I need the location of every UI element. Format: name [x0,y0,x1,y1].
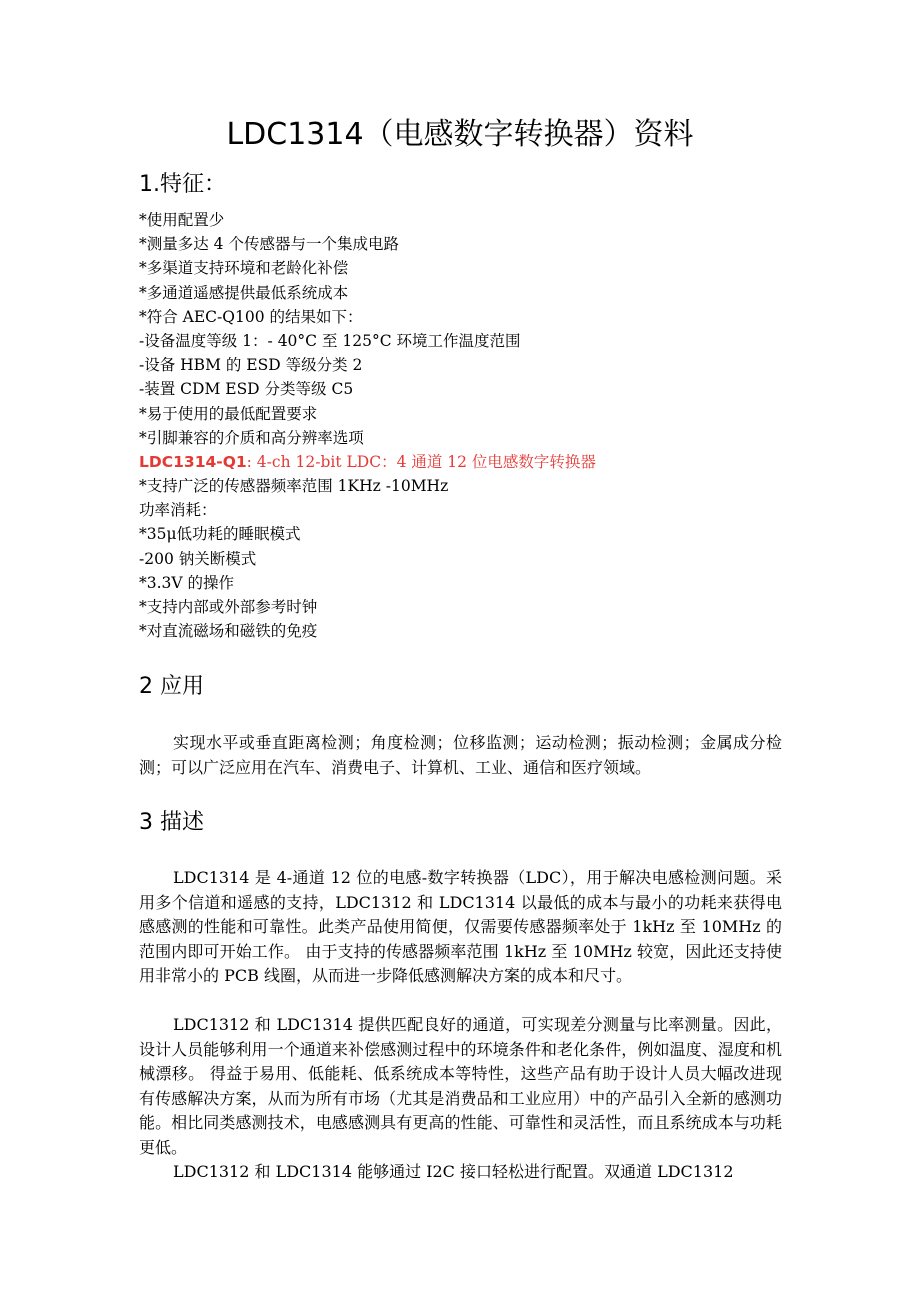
description-paragraph-3: LDC1312 和 LDC1314 能够通过 I2C 接口轻松进行配置。双通道 LDC1312 [173,1162,734,1181]
description-heading: 3 描述 [139,810,204,835]
part-description: : 4-ch 12-bit LDC：4 通道 12 位电感数字转换器 [246,452,596,471]
feature-item: *对直流磁场和磁铁的免疫 [139,622,318,641]
features-list [139,208,799,643]
feature-item: -设备 HBM 的 ESD 等级分类 2 [139,356,363,375]
feature-item: -装置 CDM ESD 分类等级 C5 [139,380,354,399]
feature-item: -200 钠关断模式 [139,549,257,568]
feature-item: *支持内部或外部参考时钟 [139,598,318,616]
description-paragraph-1: LDC1314 是 4-通道 12 位的电感-数字转换器（LDC），用于解决电感检测问题。采用多个信道和遥感的支持，LDC1312 和 LDC1314 以最低的成本与最小的功耗来获得电感感测的性能和可靠性。此类产品使用简便，仅需要传感器频率处于 1kHz 至 10MHz 的范围内即可开始工作。 由于支持的传感器频率范围 1kHz 至 10MHz 较宽，因此还支持使用非常小的 PCB 线圈，从而进一步降低感测解决方案的成本和尺寸。 [139,868,782,985]
feature-item: *测量多达 4 个传感器与一个集成电路 [139,235,399,254]
feature-item: *3.3V 的操作 [139,573,235,592]
feature-item: *35μ低功耗的睡眠模式 [139,525,301,544]
feature-item: *多渠道支持环境和老龄化补偿 [139,259,349,278]
feature-item: *符合 AEC-Q100 的结果如下： [139,307,363,326]
part-number: LDC1314-Q1 [139,452,247,471]
feature-item: *多通道遥感提供最低系统成本 [139,283,349,302]
feature-item: *使用配置少 [139,211,225,229]
description-paragraph-2: LDC1312 和 LDC1314 提供匹配良好的通道，可实现差分测量与比率测量。因此，设计人员能够利用一个通道来补偿感测过程中的环境条件和老化条件，例如温度、湿度和机械漂移。 得益于易用、低能耗、低系统成本等特性，这些产品有助于设计人员大幅改进现有传感解决方案，从而为所有市场（尤其是消费品和工业应用）中的产品引入全新的感测功能。相比同类感测技术，电感感测具有更高的性能、可靠性和灵活性，而且系统成本与功耗更低。 [139,1015,782,1157]
applications-paragraph: 实现水平或垂直距离检测；角度检测；位移监测；运动检测；振动检测；金属成分检测；可以广泛应用在汽车、消费电子、计算机、工业、通信和医疗领域。 [139,733,782,777]
highlight-line [139,450,799,474]
feature-item: *支持广泛的传感器频率范围 1KHz -10MHz [139,477,449,496]
applications-heading: 2 应用 [139,674,204,699]
feature-item: *引脚兼容的介质和高分辨率选项 [139,428,364,447]
feature-item: 功率消耗： [139,501,217,520]
feature-item: -设备温度等级 1：- 40°C 至 125°C 环境工作温度范围 [139,331,521,350]
document-title: LDC1314（电感数字转换器）资料 [226,117,694,152]
feature-item: *易于使用的最低配置要求 [139,404,318,423]
features-heading: 1.特征： [139,172,226,197]
